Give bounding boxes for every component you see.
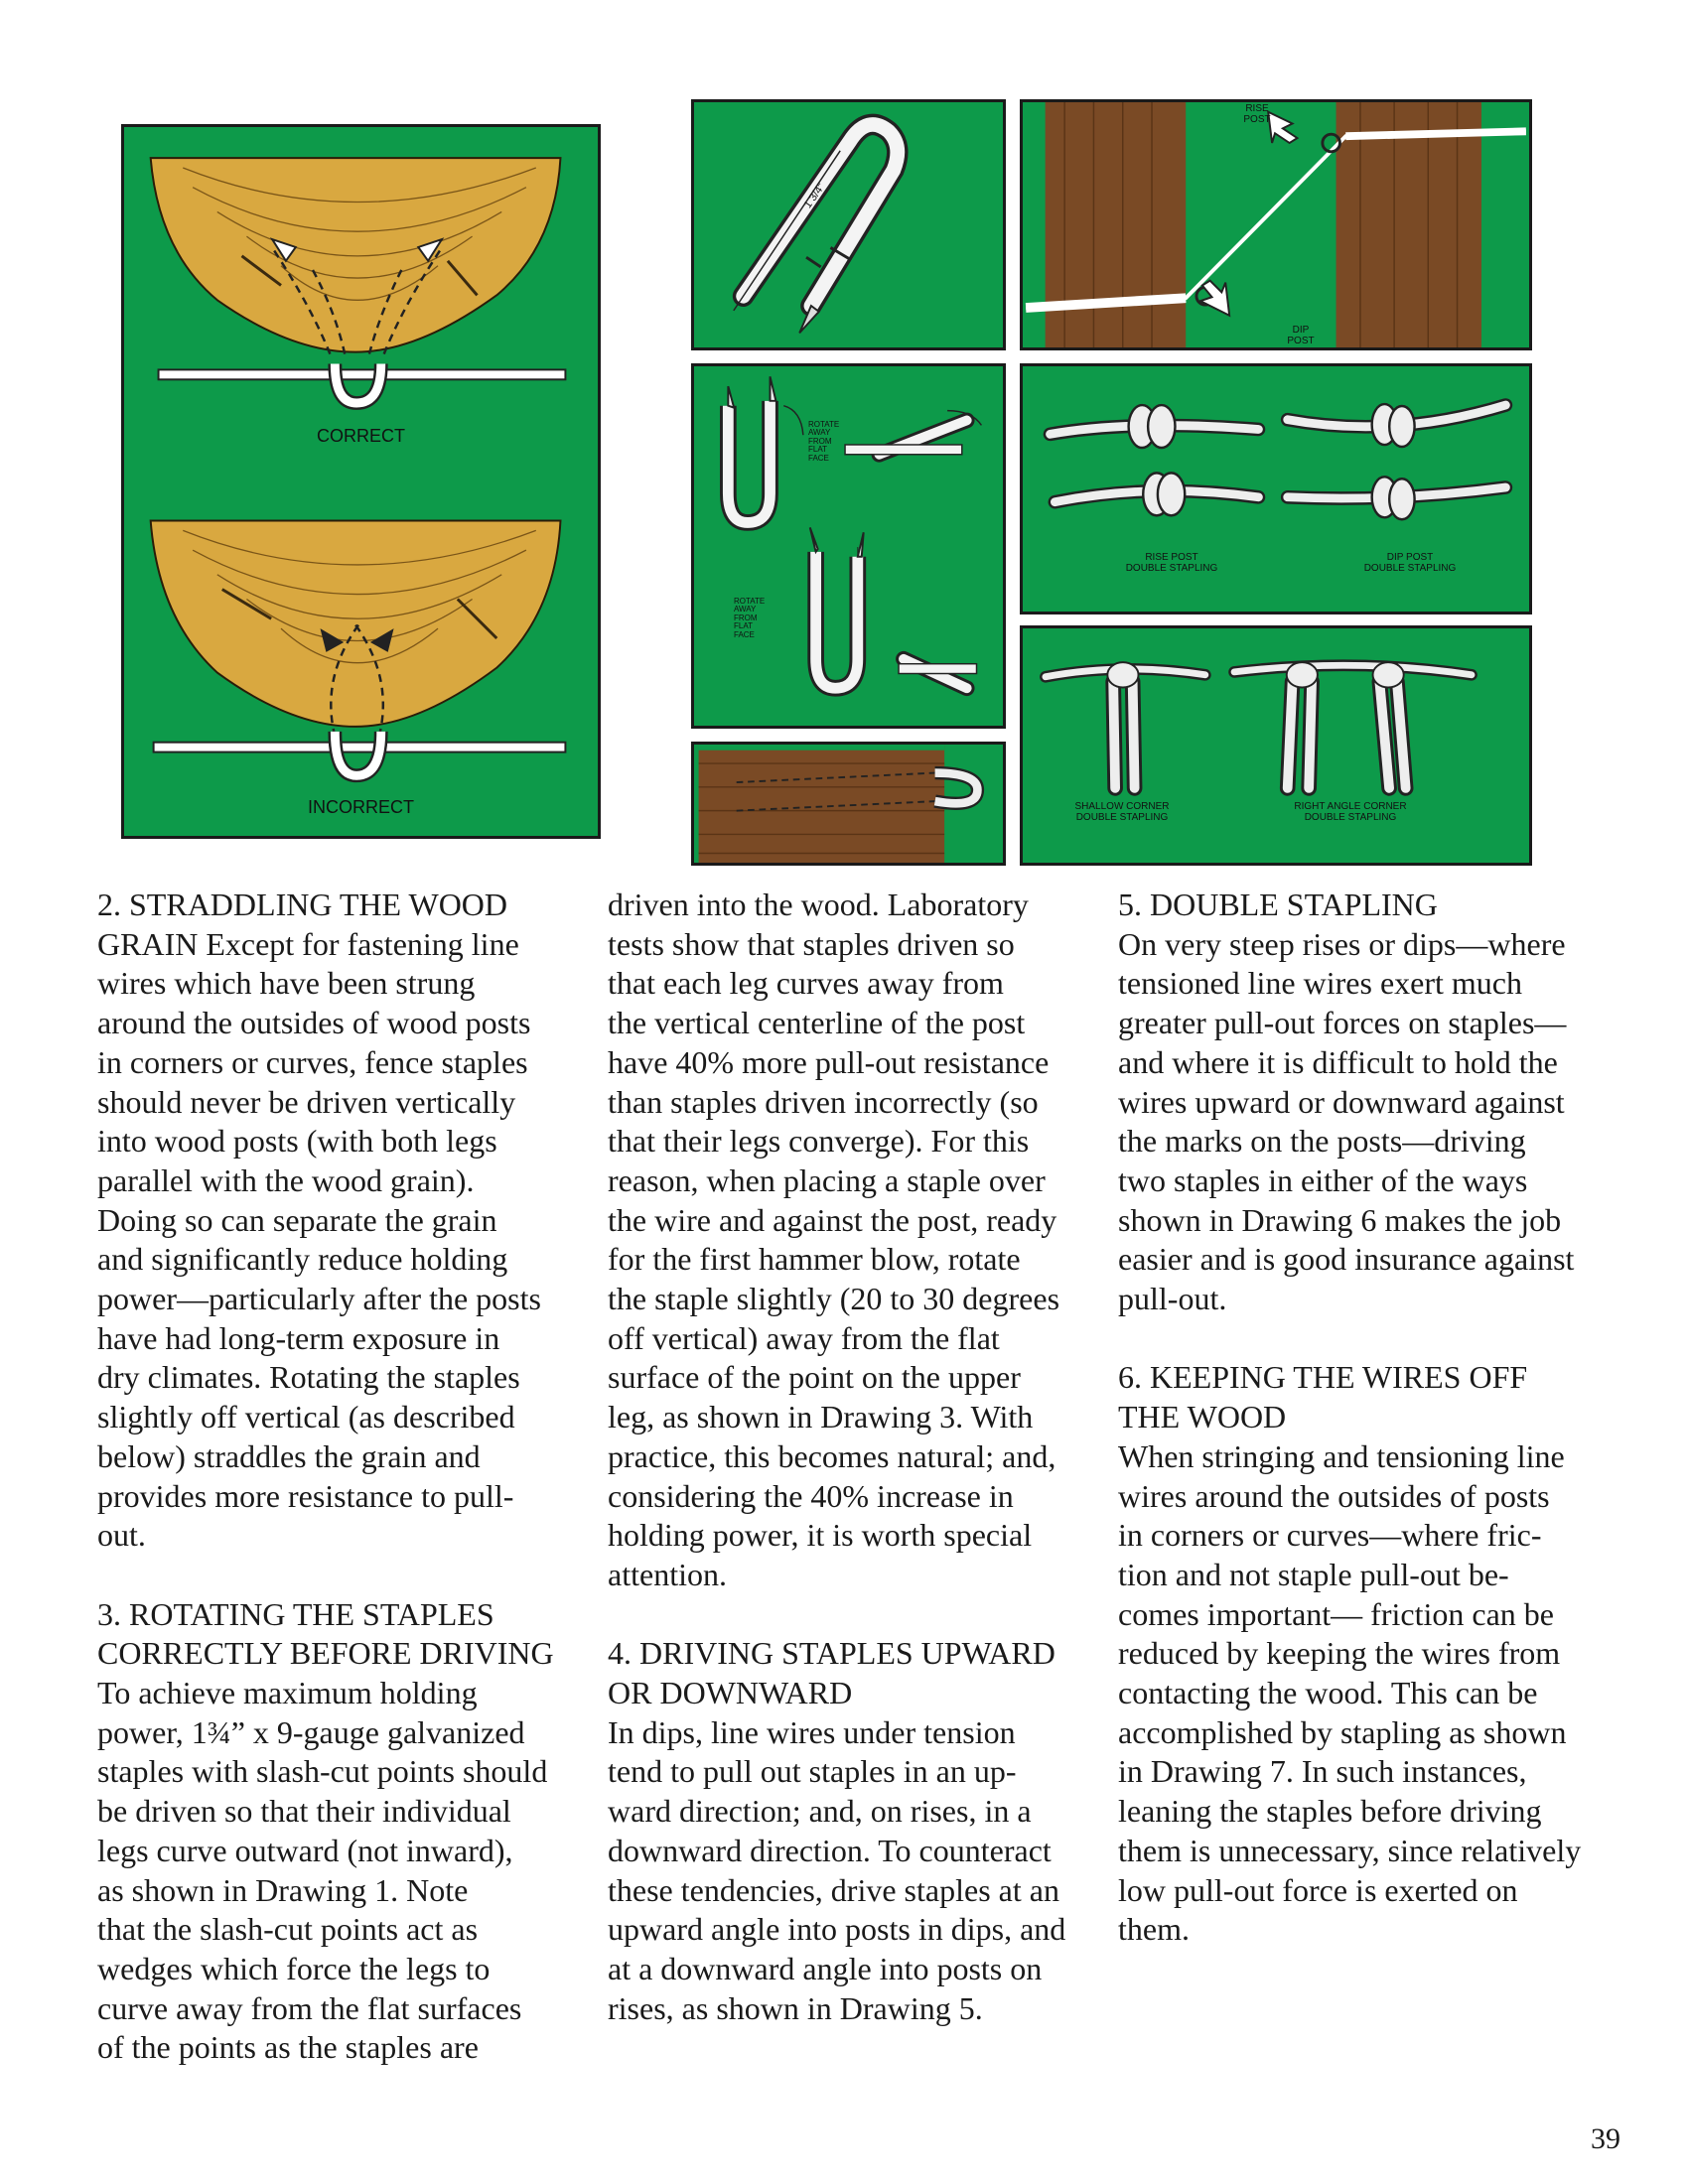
text-line: 5. DOUBLE STAPLING xyxy=(1118,887,1438,922)
text-line: in corners or curves—where fric- xyxy=(1118,1517,1542,1554)
text-line: accomplished by stapling as shown xyxy=(1118,1713,1567,1750)
text-line: upward angle into posts in dips, and xyxy=(608,1911,1066,1948)
text-line: power—particularly after the posts xyxy=(97,1281,541,1317)
text-column-1 xyxy=(97,886,564,2068)
text-line: the marks on the posts—driving xyxy=(1118,1123,1526,1160)
text-line: the staple slightly (20 to 30 degrees xyxy=(608,1281,1060,1317)
dip-post-double-label: DIP POST DOUBLE STAPLING xyxy=(1363,552,1457,574)
text-line: 4. DRIVING STAPLES UPWARD xyxy=(608,1635,1055,1672)
text-line: wires around the outsides of posts xyxy=(1118,1477,1550,1514)
rise-post-label: RISE POST xyxy=(1243,103,1271,125)
text-line: tion and not staple pull-out be- xyxy=(1118,1556,1509,1592)
text-line: slightly off vertical (as described xyxy=(97,1399,515,1435)
drawing-7-panel xyxy=(1020,625,1532,866)
text-line: greater pull-out forces on staples— xyxy=(1118,1005,1567,1041)
page-number: 39 xyxy=(1591,2122,1620,2155)
text-line: tests show that staples driven so xyxy=(608,925,1015,962)
text-line: dry climates. Rotating the staples xyxy=(97,1359,520,1396)
text-line: low pull-out force is exerted on xyxy=(1118,1871,1518,1908)
shallow-corner-label: SHALLOW CORNER DOUBLE STAPLING xyxy=(1074,801,1170,823)
text-line: contacting the wood. This can be xyxy=(1118,1675,1538,1711)
text-line: of the points as the staples are xyxy=(97,2029,479,2066)
text-line: around the outsides of wood posts xyxy=(97,1005,531,1041)
drawing-6-panel xyxy=(1020,363,1532,614)
paragraph-gap xyxy=(608,1595,1074,1635)
text-line: in corners or curves, fence staples xyxy=(97,1043,528,1080)
text-line: To achieve maximum holding xyxy=(97,1675,478,1711)
paragraph-gap xyxy=(1118,1319,1585,1359)
drawing-5-panel xyxy=(1020,99,1532,350)
text-line: that the slash-cut points act as xyxy=(97,1911,479,1948)
text-line: and where it is difficult to hold the xyxy=(1118,1043,1558,1080)
rotate-label-bottom: ROTATE AWAY FROM FLAT FACE xyxy=(734,597,766,639)
text-line: GRAIN Except for fastening line xyxy=(97,925,519,962)
text-line: provides more resistance to pull- xyxy=(97,1477,514,1514)
drawing-2-panel xyxy=(691,99,1006,350)
text-column-3 xyxy=(1118,886,1585,1950)
text-line: power, 1¾” x 9-gauge galvanized xyxy=(97,1713,525,1750)
right-angle-corner-label: RIGHT ANGLE CORNER DOUBLE STAPLING xyxy=(1294,801,1407,823)
text-line: 2. STRADDLING THE WOOD xyxy=(97,887,508,922)
text-line: holding power, it is worth special xyxy=(608,1517,1033,1554)
text-line: two staples in either of the ways xyxy=(1118,1161,1528,1198)
text-line: parallel with the wood grain). xyxy=(97,1161,475,1198)
staple-dimension-illustration xyxy=(694,102,1003,347)
text-line: comes important— friction can be xyxy=(1118,1595,1554,1632)
text-line: curve away from the flat surfaces xyxy=(97,1989,522,2026)
text-line: attention. xyxy=(608,1556,727,1592)
drawing-1-panel xyxy=(121,124,601,839)
text-line: them. xyxy=(1118,1911,1190,1948)
text-line: surface of the point on the upper xyxy=(608,1359,1021,1396)
text-line: When stringing and tensioning line xyxy=(1118,1437,1565,1474)
text-line: wedges which force the legs to xyxy=(97,1950,491,1986)
text-line: legs curve outward (not inward), xyxy=(97,1832,513,1868)
text-column-2 xyxy=(608,886,1074,2028)
text-line: ward direction; and, on rises, in a xyxy=(608,1793,1032,1830)
paragraph-gap xyxy=(97,1556,564,1595)
rise-post-double-label: RISE POST DOUBLE STAPLING xyxy=(1125,552,1218,574)
text-line: that their legs converge). For this xyxy=(608,1123,1030,1160)
drawing-1-illustration xyxy=(124,127,598,836)
text-line: tend to pull out staples in an up- xyxy=(608,1753,1017,1790)
text-line: at a downward angle into posts on xyxy=(608,1950,1043,1986)
text-line: reduced by keeping the wires from xyxy=(1118,1635,1561,1672)
text-line: the wire and against the post, ready xyxy=(608,1201,1057,1238)
text-line: wires which have been strung xyxy=(97,965,476,1002)
text-line: should never be driven vertically xyxy=(97,1083,516,1120)
staple-in-post-illustration xyxy=(694,745,1003,863)
drawing-4-panel xyxy=(691,742,1006,866)
text-line: these tendencies, drive staples at an xyxy=(608,1871,1059,1908)
text-line: OR DOWNWARD xyxy=(608,1675,853,1711)
text-line: that each leg curves away from xyxy=(608,965,1004,1002)
double-stapling-illustration xyxy=(1023,366,1529,612)
text-line: wires upward or downward against xyxy=(1118,1083,1565,1120)
text-line: reason, when placing a staple over xyxy=(608,1161,1046,1198)
text-line: CORRECTLY BEFORE DRIVING xyxy=(97,1635,554,1672)
text-line: 3. ROTATING THE STAPLES xyxy=(97,1595,494,1632)
text-line: as shown in Drawing 1. Note xyxy=(97,1871,469,1908)
text-line: off vertical) away from the flat xyxy=(608,1319,1000,1356)
text-line: in Drawing 7. In such instances, xyxy=(1118,1753,1527,1790)
text-line: In dips, line wires under tension xyxy=(608,1713,1016,1750)
text-line: out. xyxy=(97,1517,146,1554)
text-line: considering the 40% increase in xyxy=(608,1477,1014,1514)
text-line: the vertical centerline of the post xyxy=(608,1005,1026,1041)
text-line: Doing so can separate the grain xyxy=(97,1201,497,1238)
text-line: be driven so that their individual xyxy=(97,1793,511,1830)
text-line: have 40% more pull-out resistance xyxy=(608,1043,1050,1080)
text-line: practice, this becomes natural; and, xyxy=(608,1437,1056,1474)
text-line: staples with slash-cut points should xyxy=(97,1753,548,1790)
text-line: and significantly reduce holding xyxy=(97,1241,508,1278)
text-line: On very steep rises or dips—where xyxy=(1118,925,1566,962)
dip-post-label: DIP POST xyxy=(1287,325,1315,346)
incorrect-label: INCORRECT xyxy=(308,797,414,817)
text-line: downward direction. To counteract xyxy=(608,1832,1052,1868)
text-line: than staples driven incorrectly (so xyxy=(608,1083,1039,1120)
text-line: rises, as shown in Drawing 5. xyxy=(608,1989,983,2026)
correct-label: CORRECT xyxy=(317,426,405,446)
text-line: driven into the wood. Laboratory xyxy=(608,887,1029,922)
text-line: 6. KEEPING THE WIRES OFF xyxy=(1118,1359,1528,1396)
corner-stapling-illustration xyxy=(1023,628,1529,863)
text-line: leg, as shown in Drawing 3. With xyxy=(608,1399,1034,1435)
text-line: into wood posts (with both legs xyxy=(97,1123,497,1160)
text-line: shown in Drawing 6 makes the job xyxy=(1118,1201,1562,1238)
text-line: them is unnecessary, since relatively xyxy=(1118,1832,1582,1868)
dimension-label: 1 3/4" xyxy=(801,181,828,211)
text-line: have had long-term exposure in xyxy=(97,1319,500,1356)
text-line: easier and is good insurance against xyxy=(1118,1241,1575,1278)
rise-dip-posts-illustration xyxy=(1023,102,1529,347)
text-line: pull-out. xyxy=(1118,1281,1227,1317)
text-line: tensioned line wires exert much xyxy=(1118,965,1522,1002)
text-line: leaning the staples before driving xyxy=(1118,1793,1542,1830)
text-line: for the first hammer blow, rotate xyxy=(608,1241,1021,1278)
text-line: below) straddles the grain and xyxy=(97,1437,481,1474)
drawing-3-panel xyxy=(691,363,1006,729)
rotate-label-top: ROTATE AWAY FROM FLAT FACE xyxy=(808,420,840,463)
text-line: THE WOOD xyxy=(1118,1399,1287,1435)
